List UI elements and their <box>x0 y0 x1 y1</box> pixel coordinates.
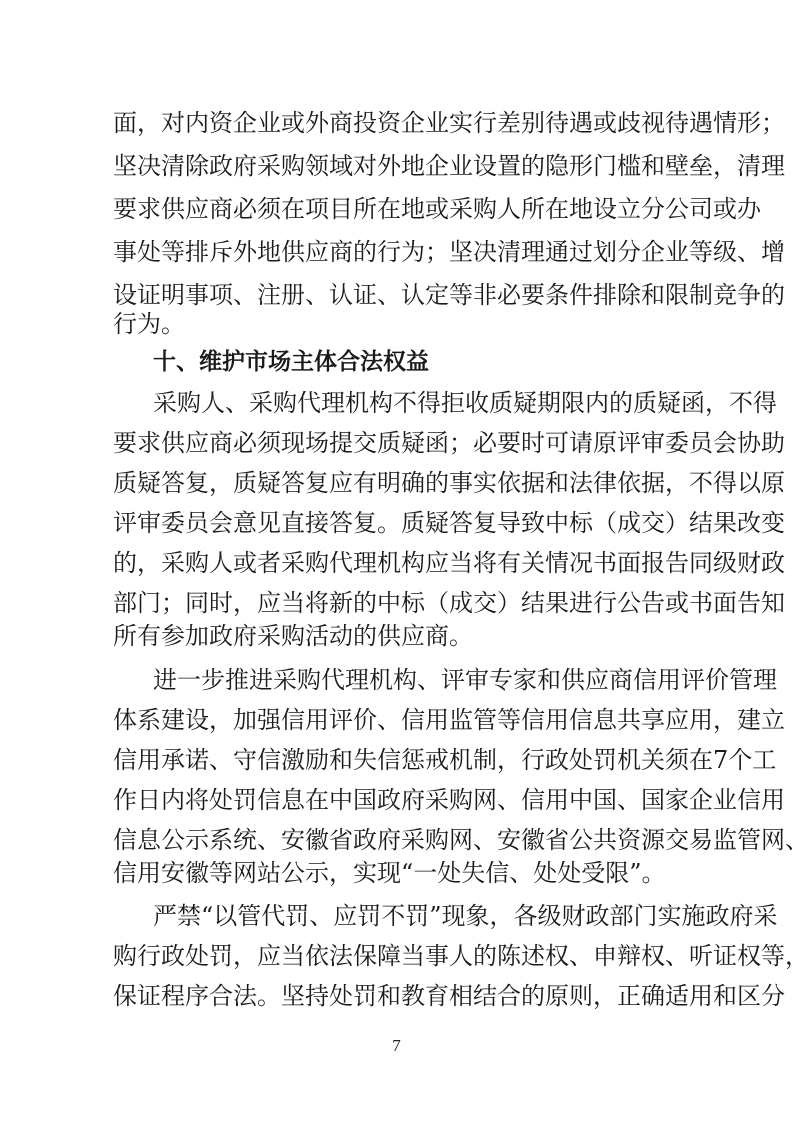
body-text-line: 部门；同时，应当将新的中标（成交）结果进行公告或书面告知 <box>113 589 785 617</box>
section-heading: 十、维护市场主体合法权益 <box>153 349 429 375</box>
page-number: 7 <box>392 1036 401 1055</box>
paragraph-first-line: 严禁“以管代罚、应罚不罚”现象，各级财政部门实施政府采 <box>153 902 778 930</box>
body-text-line: 所有参加政府采购活动的供应商。 <box>113 622 473 650</box>
body-text-line: 保证程序合法。坚持处罚和教育相结合的原则，正确适用和区分 <box>113 982 785 1010</box>
body-text-line: 坚决清除政府采购领域对外地企业设置的隐形门槛和壁垒，清理 <box>113 152 785 180</box>
body-text-line: 作日内将处罚信息在中国政府采购网、信用中国、国家企业信用 <box>113 786 785 814</box>
body-text-line: 面，对内资企业或外商投资企业实行差别待遇或歧视待遇情形； <box>113 109 785 137</box>
body-text-line: 行为。 <box>113 310 185 338</box>
paragraph-first-line: 进一步推进采购代理机构、评审专家和供应商信用评价管理 <box>153 666 777 694</box>
body-text-line: 质疑答复，质疑答复应有明确的事实依据和法律依据，不得以原 <box>113 469 785 497</box>
body-text-line: 信息公示系统、安徽省政府采购网、安徽省公共资源交易监管网、 <box>113 826 809 854</box>
body-text-line: 体系建设，加强信用评价、信用监管等信用信息共享应用，建立 <box>113 706 785 734</box>
body-text-line: 事处等排斥外地供应商的行为；坚决清理通过划分企业等级、增 <box>113 238 785 266</box>
paragraph-first-line: 采购人、采购代理机构不得拒收质疑期限内的质疑函，不得 <box>153 389 777 417</box>
body-text-line: 的，采购人或者采购代理机构应当将有关情况书面报告同级财政 <box>113 549 785 577</box>
body-text-line: 购行政处罚，应当依法保障当事人的陈述权、申辩权、听证权等， <box>113 942 809 970</box>
body-text-line: 要求供应商必须在项目所在地或采购人所在地设立分公司或办 <box>113 195 761 223</box>
body-text-line: 要求供应商必须现场提交质疑函；必要时可请原评审委员会协助 <box>113 429 785 457</box>
body-text-line: 信用承诺、守信激励和失信惩戒机制，行政处罚机关须在7个工 <box>113 746 777 774</box>
body-text-line: 信用安徽等网站公示，实现“一处失信、处处受限”。 <box>113 859 666 887</box>
body-text-line: 设证明事项、注册、认证、认定等非必要条件排除和限制竞争的 <box>113 281 785 309</box>
body-text-line: 评审委员会意见直接答复。质疑答复导致中标（成交）结果改变 <box>113 509 785 537</box>
